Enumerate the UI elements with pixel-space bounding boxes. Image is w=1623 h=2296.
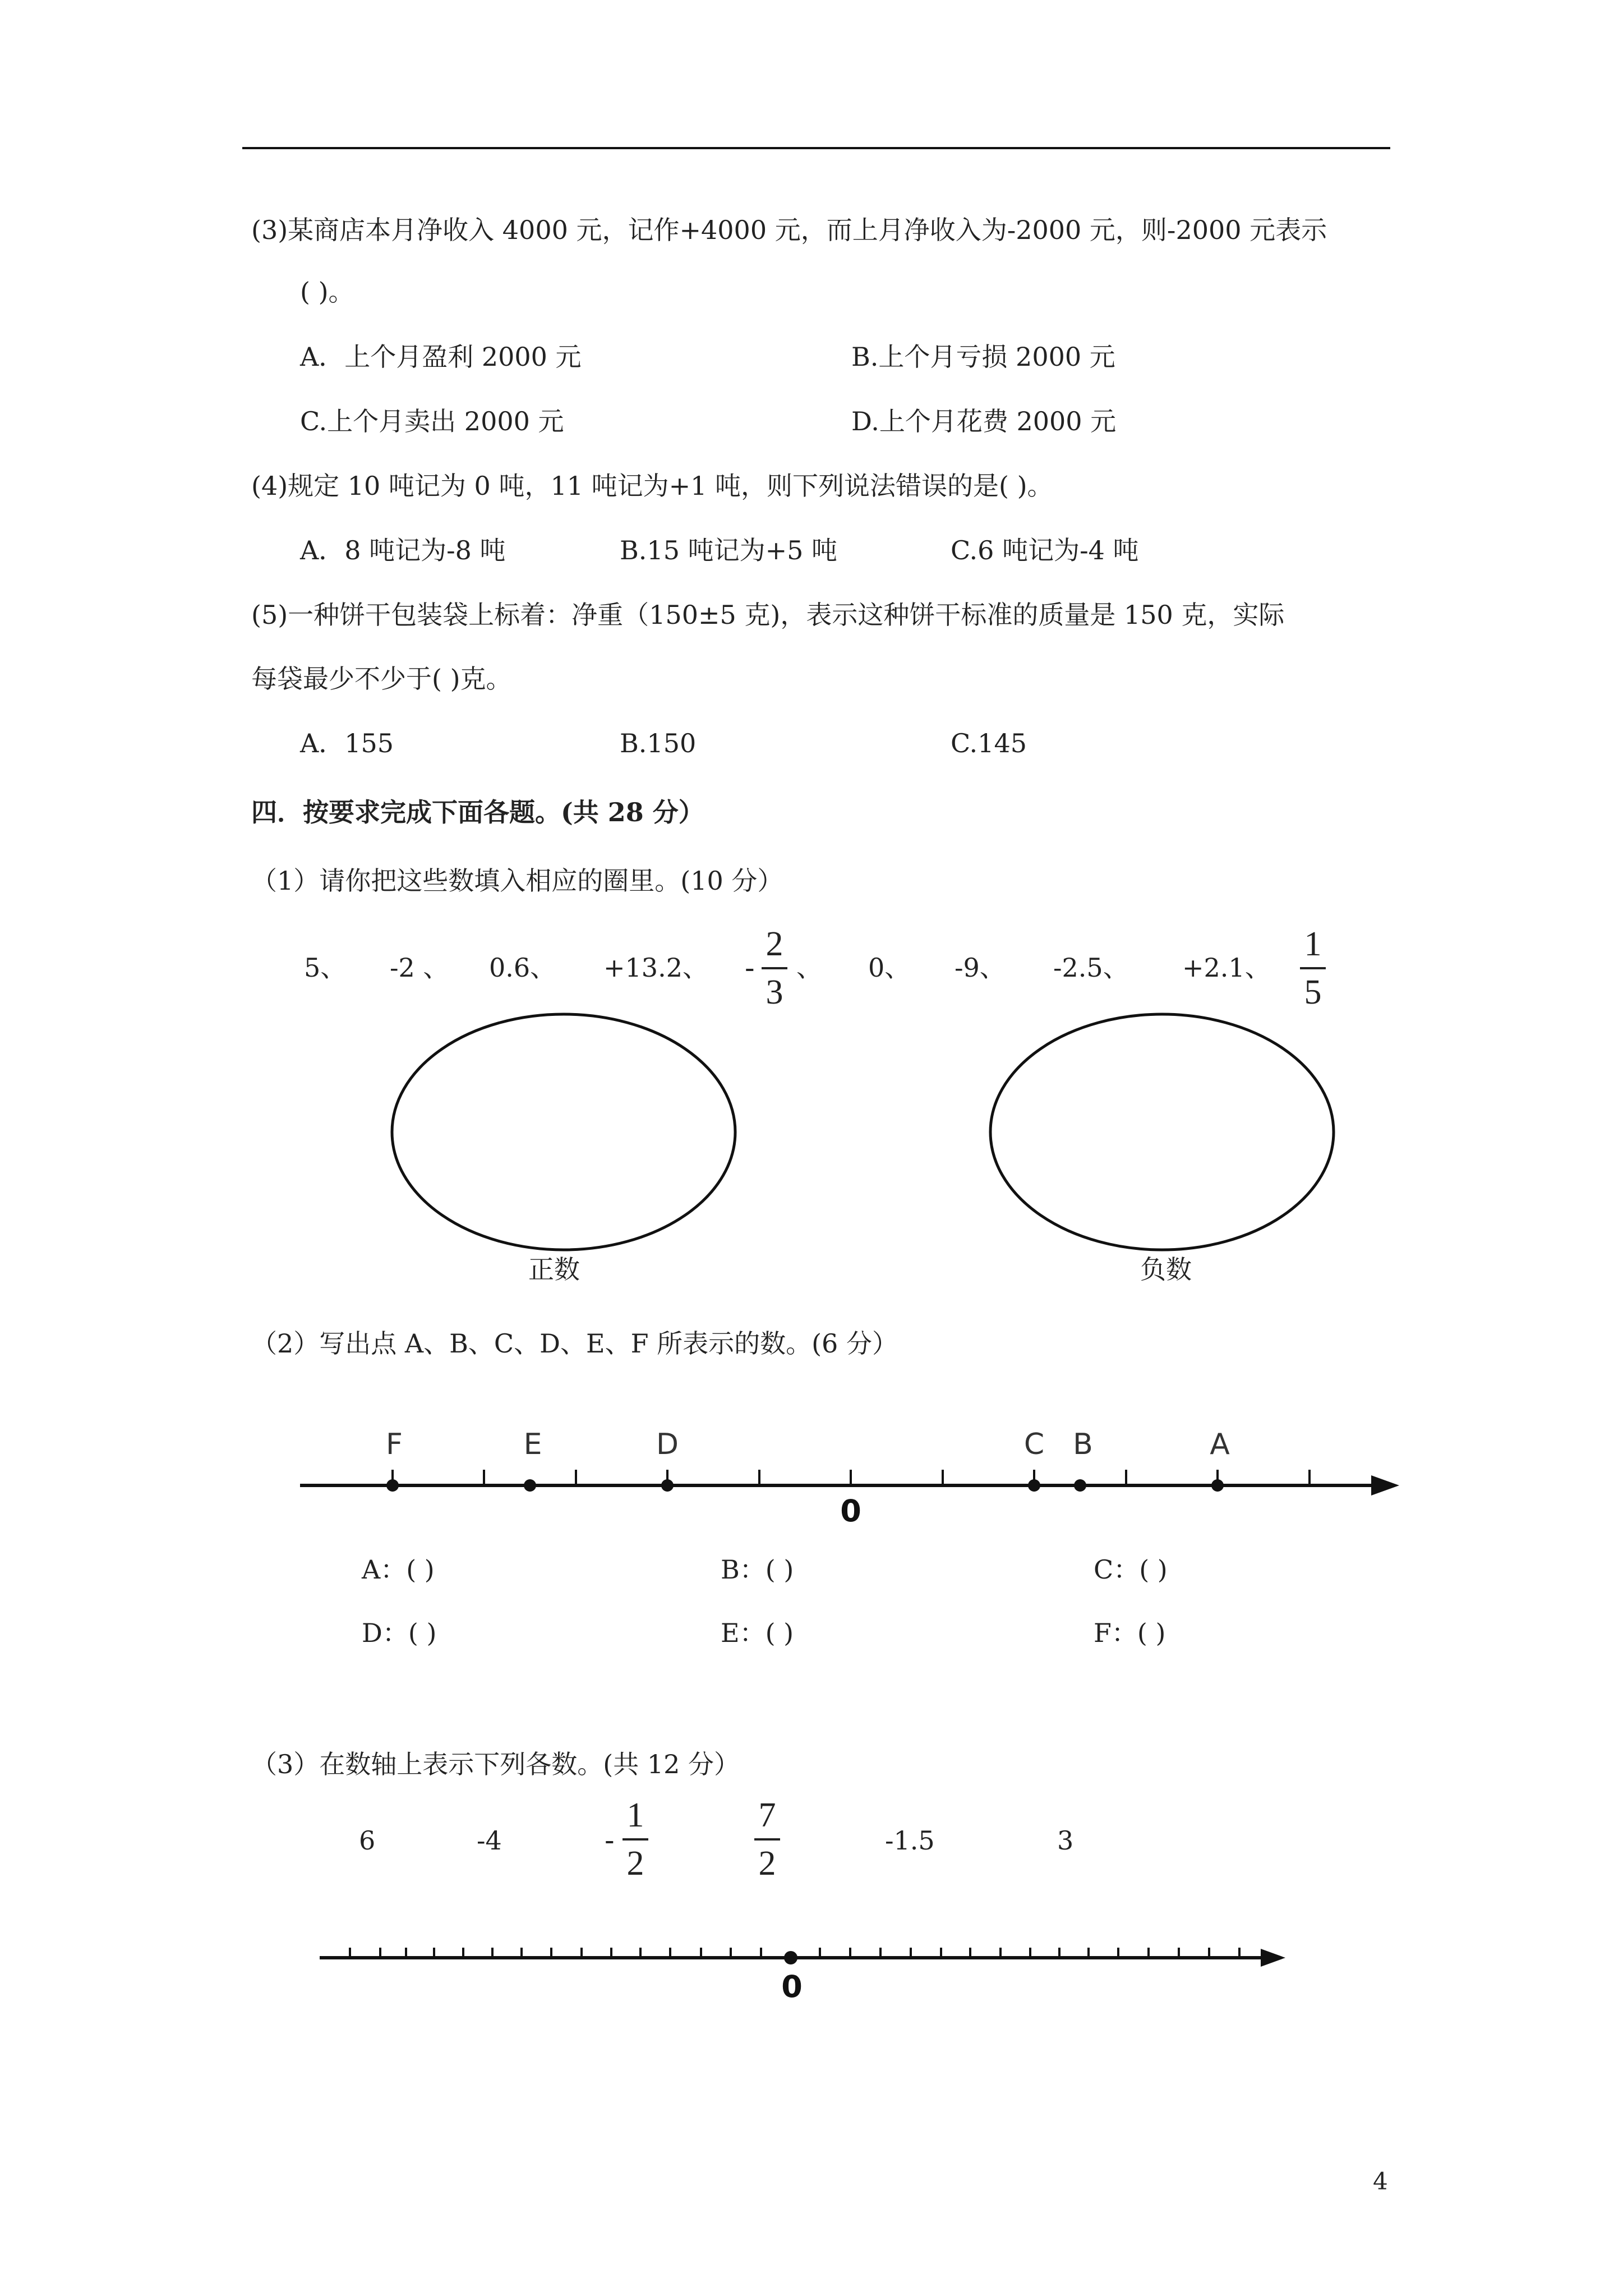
section4-title: 四．按要求完成下面各题。(共 28 分） <box>251 797 704 827</box>
page-number: 4 <box>1373 2168 1388 2195</box>
p3-number-neg4: -4 <box>477 1825 502 1856</box>
point-a <box>1211 1479 1224 1492</box>
q3-option-a: A．上个月盈利 2000 元 <box>300 342 582 372</box>
p1-number-2-1: +2.1、 <box>1182 953 1271 983</box>
p1-number-neg2-5: -2.5、 <box>1053 953 1129 983</box>
p3-title: （3）在数轴上表示下列各数。(共 12 分） <box>251 1749 740 1779</box>
positive-oval <box>392 1014 735 1250</box>
label-b: B <box>1073 1428 1093 1461</box>
p1-title: （1）请你把这些数填入相应的圈里。(10 分） <box>251 866 783 896</box>
point-f <box>386 1479 399 1492</box>
q3-option-b: B.上个月亏损 2000 元 <box>851 342 1115 372</box>
point-e <box>524 1479 536 1492</box>
q4-stem: (4)规定 10 吨记为 0 吨，11 吨记为+1 吨，则下列说法错误的是( )。 <box>251 471 1053 501</box>
q3-option-d: D.上个月花费 2000 元 <box>851 406 1117 436</box>
answer-c: C：( ) <box>1094 1554 1168 1585</box>
answer-a: A：( ) <box>362 1554 435 1585</box>
negative-oval <box>990 1014 1334 1250</box>
q3-stem: (3)某商店本月净收入 4000 元，记作+4000 元，而上月净收入为-2000 元，则-2000 元表示 <box>251 215 1327 245</box>
p3-fraction-7-2 <box>754 1798 780 1881</box>
fraction-bar <box>623 1838 648 1841</box>
number-line-2 <box>320 1948 1285 2004</box>
fraction-bar <box>754 1838 780 1841</box>
point-b <box>1074 1479 1086 1492</box>
q5-option-c: C.145 <box>951 728 1027 758</box>
p3-fraction-neg-1-2 <box>623 1798 648 1881</box>
p1-number-0-6: 0.6、 <box>489 953 556 983</box>
answer-b: B：( ) <box>721 1554 794 1585</box>
p2-title: （2）写出点 A、B、C、D、E、F 所表示的数。(6 分） <box>251 1328 898 1359</box>
q5-option-a: A．155 <box>300 728 394 758</box>
answer-f: F：( ) <box>1094 1618 1166 1648</box>
answer-e: E：( ) <box>721 1618 794 1648</box>
p1-number-sep: 、 <box>796 953 822 983</box>
p1-frac-pos-numerator: 1 <box>1304 925 1322 963</box>
origin-point <box>784 1951 797 1964</box>
p3-frac-pos-numerator: 7 <box>758 1796 776 1834</box>
q3-option-c: C.上个月卖出 2000 元 <box>300 406 564 436</box>
q5-stem-line1: (5)一种饼干包装袋上标着：净重（150±5 克)，表示这种饼干标准的质量是 150 克，实际 <box>251 600 1285 630</box>
p3-frac-neg-numerator: 1 <box>626 1796 644 1834</box>
p1-number-neg2: -2 、 <box>390 953 449 983</box>
negative-label: 负数 <box>1140 1254 1192 1285</box>
q3-blank: ( )。 <box>300 277 354 307</box>
label-c: C <box>1023 1428 1045 1461</box>
p1-number-5: 5、 <box>304 953 347 983</box>
p1-frac-neg-sign: - <box>745 951 755 985</box>
zero-label-1: 0 <box>840 1493 861 1529</box>
p1-number-0: 0、 <box>868 953 911 983</box>
answer-d: D：( ) <box>362 1618 437 1648</box>
p1-number-neg9: -9、 <box>955 953 1006 983</box>
p1-number-13-2: +13.2、 <box>603 953 708 983</box>
point-d <box>661 1479 674 1492</box>
label-e: E <box>523 1428 542 1461</box>
label-d: D <box>656 1428 679 1461</box>
point-c <box>1028 1479 1040 1492</box>
label-f: F <box>386 1428 403 1461</box>
p1-frac-neg-denominator: 3 <box>766 973 783 1011</box>
p1-frac-neg-numerator: 2 <box>766 925 783 963</box>
positive-label: 正数 <box>528 1254 580 1285</box>
q4-option-c: C.6 吨记为-4 吨 <box>951 535 1139 565</box>
p3-number-6: 6 <box>359 1825 376 1856</box>
p3-frac-neg-sign: - <box>605 1824 615 1857</box>
p3-number-neg1-5: -1.5 <box>885 1825 935 1856</box>
label-a: A <box>1210 1428 1230 1461</box>
q5-option-b: B.150 <box>620 728 697 758</box>
q5-stem-line2: 每袋最少不少于( )克。 <box>251 664 512 694</box>
p3-frac-neg-denominator: 2 <box>626 1844 644 1883</box>
p3-number-3: 3 <box>1057 1825 1074 1856</box>
q4-option-a: A．8 吨记为-8 吨 <box>300 535 506 565</box>
zero-label-2: 0 <box>781 1969 803 2004</box>
number-line-1 <box>300 1428 1399 1529</box>
q4-option-b: B.15 吨记为+5 吨 <box>620 535 838 565</box>
p1-frac-pos-denominator: 5 <box>1304 973 1322 1011</box>
p3-frac-pos-denominator: 2 <box>758 1844 776 1883</box>
